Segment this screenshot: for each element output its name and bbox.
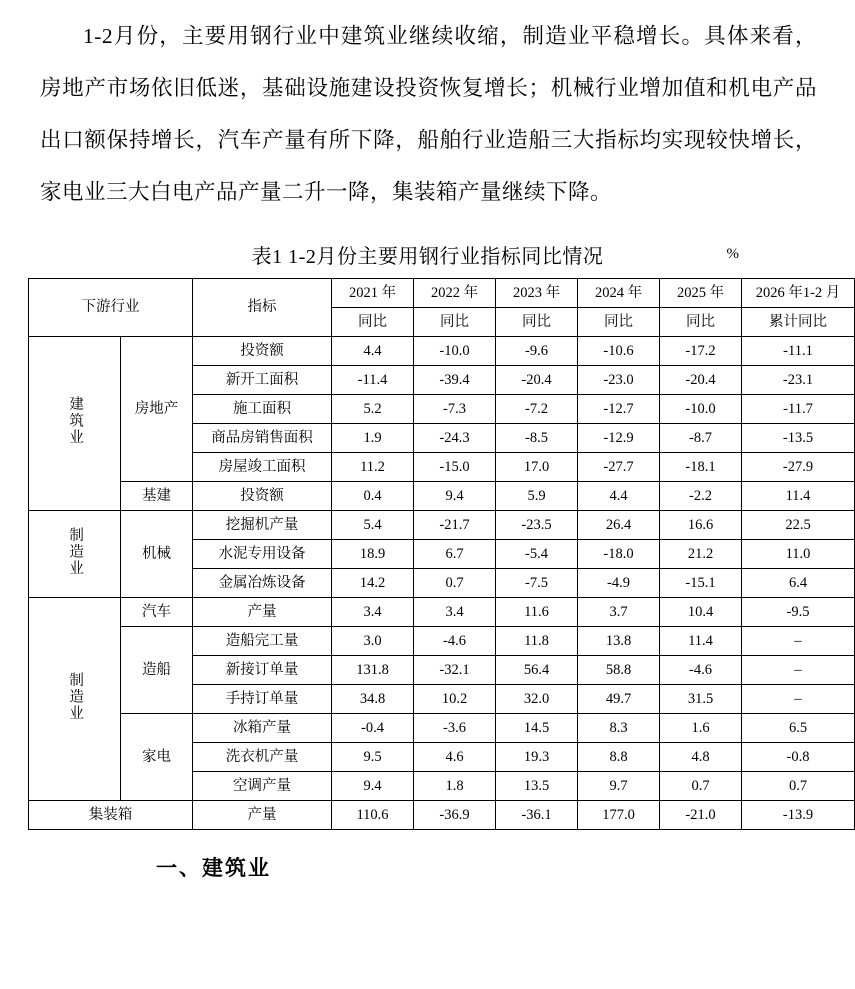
row-indicator-cell: 手持订单量 (193, 685, 332, 714)
row-value-cell: -10.0 (414, 337, 496, 366)
table-title-row (28, 240, 827, 270)
steel-industry-indicator-table (28, 278, 855, 830)
row-group-cell (29, 337, 121, 511)
row-value-cell: -0.4 (332, 714, 414, 743)
row-value-cell: -18.0 (578, 540, 660, 569)
header-year-2021: 2021 年 (332, 279, 414, 308)
row-subgroup-cell: 集装箱 (29, 801, 193, 830)
row-indicator-cell: 挖掘机产量 (193, 511, 332, 540)
row-value-cell: 58.8 (578, 656, 660, 685)
header-year-2025: 2025 年 (660, 279, 742, 308)
row-value-cell: 8.3 (578, 714, 660, 743)
row-value-cell: 6.7 (414, 540, 496, 569)
row-value-cell: -17.2 (660, 337, 742, 366)
row-value-cell: 0.7 (660, 772, 742, 801)
row-value-cell: -11.4 (332, 366, 414, 395)
row-value-cell: -32.1 (414, 656, 496, 685)
row-value-cell: 11.4 (742, 482, 855, 511)
header-year-2023: 2023 年 (496, 279, 578, 308)
row-value-cell: 9.4 (414, 482, 496, 511)
row-value-cell: 18.9 (332, 540, 414, 569)
row-subgroup-label: 造船 (142, 661, 171, 678)
row-value-cell: 10.2 (414, 685, 496, 714)
row-value-cell: 110.6 (332, 801, 414, 830)
row-value-cell: -23.1 (742, 366, 855, 395)
row-value-cell: -7.5 (496, 569, 578, 598)
row-value-cell: -3.6 (414, 714, 496, 743)
row-indicator-cell: 新开工面积 (193, 366, 332, 395)
row-value-cell: -11.1 (742, 337, 855, 366)
row-value-cell: 3.4 (332, 598, 414, 627)
row-subgroup-cell: 基建 (121, 482, 193, 511)
row-value-cell: 1.9 (332, 424, 414, 453)
row-value-cell: 16.6 (660, 511, 742, 540)
row-value-cell: -18.1 (660, 453, 742, 482)
row-value-cell: 11.2 (332, 453, 414, 482)
row-value-cell: -24.3 (414, 424, 496, 453)
row-value-cell: 3.7 (578, 598, 660, 627)
row-subgroup-cell (121, 714, 193, 801)
table-row (29, 801, 855, 830)
row-value-cell: 17.0 (496, 453, 578, 482)
row-subgroup-cell (121, 337, 193, 482)
header-year-2024: 2024 年 (578, 279, 660, 308)
row-group-cell (29, 511, 121, 598)
row-value-cell: 11.0 (742, 540, 855, 569)
row-value-cell: -4.9 (578, 569, 660, 598)
row-value-cell: -10.6 (578, 337, 660, 366)
row-value-cell: -5.4 (496, 540, 578, 569)
row-indicator-cell: 新接订单量 (193, 656, 332, 685)
row-value-cell: -21.0 (660, 801, 742, 830)
row-value-cell: 21.2 (660, 540, 742, 569)
row-value-cell: -10.0 (660, 395, 742, 424)
row-value-cell: -21.7 (414, 511, 496, 540)
row-indicator-cell: 投资额 (193, 337, 332, 366)
header-indicator: 指标 (193, 279, 332, 337)
header-sub-2024: 同比 (578, 308, 660, 337)
row-value-cell: -23.5 (496, 511, 578, 540)
row-value-cell: -12.9 (578, 424, 660, 453)
row-value-cell: 1.6 (660, 714, 742, 743)
table-row (29, 627, 855, 656)
row-indicator-cell: 商品房销售面积 (193, 424, 332, 453)
header-group: 下游行业 (29, 279, 193, 337)
row-value-cell: -15.1 (660, 569, 742, 598)
row-value-cell: 4.4 (332, 337, 414, 366)
row-subgroup-label: 房地产 (134, 400, 179, 417)
row-value-cell: -8.5 (496, 424, 578, 453)
row-value-cell: 13.8 (578, 627, 660, 656)
row-value-cell: -13.9 (742, 801, 855, 830)
row-value-cell: 31.5 (660, 685, 742, 714)
row-indicator-cell: 房屋竣工面积 (193, 453, 332, 482)
row-value-cell: -7.3 (414, 395, 496, 424)
row-indicator-cell: 空调产量 (193, 772, 332, 801)
row-value-cell: -20.4 (496, 366, 578, 395)
row-value-cell: – (742, 685, 855, 714)
row-value-cell: 22.5 (742, 511, 855, 540)
row-value-cell: 32.0 (496, 685, 578, 714)
row-subgroup-cell (121, 627, 193, 714)
row-indicator-cell: 金属冶炼设备 (193, 569, 332, 598)
row-value-cell: 9.5 (332, 743, 414, 772)
row-value-cell: -12.7 (578, 395, 660, 424)
intro-paragraph: 1-2月份，主要用钢行业中建筑业继续收缩，制造业平稳增长。具体来看，房地产市场依旧低迷，基础设施建设投资恢复增长；机械行业增加值和机电产品出口额保持增长，汽车产量有所下降，船舶行业造船三大指标均实现较快增长，家电业三大白电产品产量二升一降，集装箱产量继续下降。 (40, 24, 817, 204)
row-subgroup-cell (121, 511, 193, 598)
row-value-cell: – (742, 656, 855, 685)
table-row (29, 337, 855, 366)
row-value-cell: 3.4 (414, 598, 496, 627)
row-value-cell: 11.4 (660, 627, 742, 656)
row-value-cell: 26.4 (578, 511, 660, 540)
row-value-cell: -4.6 (414, 627, 496, 656)
section-heading: 一、建筑业 (156, 857, 271, 880)
row-value-cell: -9.5 (742, 598, 855, 627)
row-value-cell: 6.4 (742, 569, 855, 598)
row-indicator-cell: 冰箱产量 (193, 714, 332, 743)
row-value-cell: 9.7 (578, 772, 660, 801)
row-group-label: 制造业 (67, 526, 84, 577)
row-value-cell: 4.8 (660, 743, 742, 772)
row-value-cell: -15.0 (414, 453, 496, 482)
row-value-cell: – (742, 627, 855, 656)
table-row (29, 714, 855, 743)
header-year-2022: 2022 年 (414, 279, 496, 308)
row-value-cell: 5.9 (496, 482, 578, 511)
row-value-cell: 1.8 (414, 772, 496, 801)
row-value-cell: -0.8 (742, 743, 855, 772)
table-body (29, 337, 855, 830)
row-group-label: 建筑业 (67, 396, 84, 446)
row-value-cell: -2.2 (660, 482, 742, 511)
table-row (29, 598, 855, 627)
table-header (29, 279, 855, 337)
row-value-cell: 3.0 (332, 627, 414, 656)
header-sub-2022: 同比 (414, 308, 496, 337)
row-indicator-cell: 施工面积 (193, 395, 332, 424)
row-value-cell: 4.6 (414, 743, 496, 772)
table-header-row-primary (29, 279, 855, 308)
row-value-cell: -27.7 (578, 453, 660, 482)
row-value-cell: -20.4 (660, 366, 742, 395)
row-value-cell: -9.6 (496, 337, 578, 366)
row-value-cell: 56.4 (496, 656, 578, 685)
row-group-label: 制造业 (67, 671, 84, 722)
row-value-cell: 11.6 (496, 598, 578, 627)
row-indicator-cell: 产量 (193, 801, 332, 830)
row-indicator-cell: 产量 (193, 598, 332, 627)
row-value-cell: 131.8 (332, 656, 414, 685)
row-value-cell: -36.9 (414, 801, 496, 830)
row-value-cell: 10.4 (660, 598, 742, 627)
row-value-cell: -27.9 (742, 453, 855, 482)
header-year-2026: 2026 年1-2 月 (742, 279, 855, 308)
row-value-cell: -11.7 (742, 395, 855, 424)
row-value-cell: -7.2 (496, 395, 578, 424)
row-value-cell: 0.4 (332, 482, 414, 511)
table-unit-label: % (726, 246, 739, 262)
table-title: 表1 1-2月份主要用钢行业指标同比情况 (251, 246, 604, 268)
row-indicator-cell: 投资额 (193, 482, 332, 511)
row-value-cell: 49.7 (578, 685, 660, 714)
row-group-cell (29, 598, 121, 801)
row-value-cell: 4.4 (578, 482, 660, 511)
table-row (29, 482, 855, 511)
row-value-cell: 19.3 (496, 743, 578, 772)
row-value-cell: 34.8 (332, 685, 414, 714)
row-value-cell: 8.8 (578, 743, 660, 772)
row-value-cell: 5.2 (332, 395, 414, 424)
row-value-cell: -39.4 (414, 366, 496, 395)
row-value-cell: 9.4 (332, 772, 414, 801)
row-value-cell: 0.7 (414, 569, 496, 598)
row-value-cell: -36.1 (496, 801, 578, 830)
row-value-cell: 13.5 (496, 772, 578, 801)
header-sub-2023: 同比 (496, 308, 578, 337)
row-subgroup-cell: 汽车 (121, 598, 193, 627)
header-sub-2026: 累计同比 (742, 308, 855, 337)
header-sub-2021: 同比 (332, 308, 414, 337)
row-subgroup-label: 机械 (142, 545, 171, 562)
row-value-cell: 14.2 (332, 569, 414, 598)
document-page (0, 10, 855, 989)
row-value-cell: 11.8 (496, 627, 578, 656)
table-row (29, 511, 855, 540)
header-sub-2025: 同比 (660, 308, 742, 337)
row-value-cell: -8.7 (660, 424, 742, 453)
row-value-cell: -4.6 (660, 656, 742, 685)
row-value-cell: 177.0 (578, 801, 660, 830)
row-value-cell: 14.5 (496, 714, 578, 743)
row-indicator-cell: 水泥专用设备 (193, 540, 332, 569)
row-value-cell: 0.7 (742, 772, 855, 801)
row-value-cell: -13.5 (742, 424, 855, 453)
row-value-cell: 5.4 (332, 511, 414, 540)
row-indicator-cell: 洗衣机产量 (193, 743, 332, 772)
row-indicator-cell: 造船完工量 (193, 627, 332, 656)
row-value-cell: -23.0 (578, 366, 660, 395)
row-value-cell: 6.5 (742, 714, 855, 743)
row-subgroup-label: 家电 (142, 748, 171, 765)
